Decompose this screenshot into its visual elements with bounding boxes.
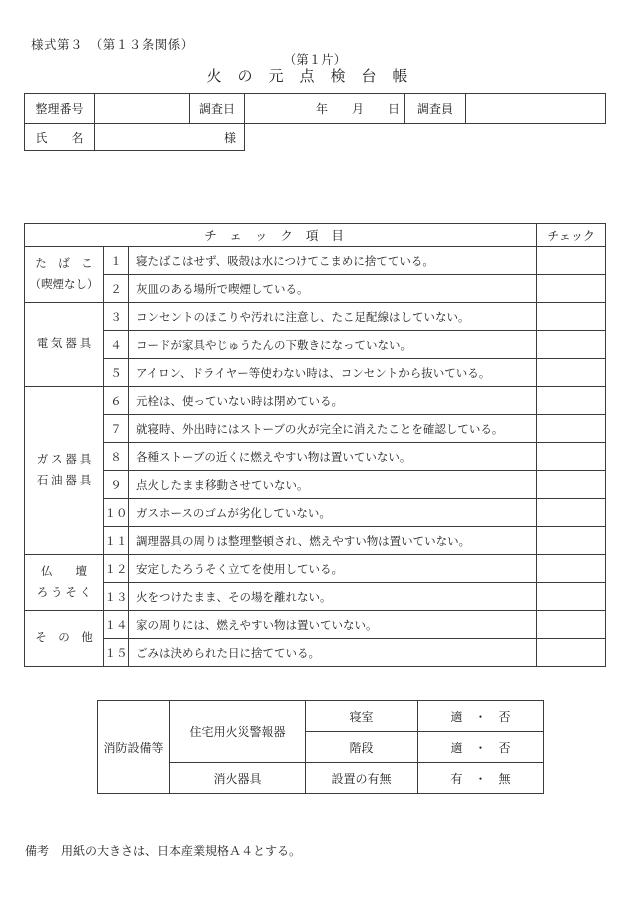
item-text: 寝たばこはせず、吸殻は水につけてこまめに捨てている。 [129,247,537,275]
checklist-row [25,303,606,331]
extinguisher-label: 消火器具 [170,763,306,794]
checklist-row [25,415,606,443]
page-title: 火の元点検台帳 [206,69,424,85]
checklist-row [25,275,606,303]
checklist-row [25,583,606,611]
category-label: （喫煙なし） [29,278,99,291]
stairs-options: 適 ・ 否 [418,732,544,763]
check-cell [537,471,606,499]
checklist-table [24,223,606,667]
check-cell [537,611,606,639]
item-text: アイロン、ドライヤー等使わない時は、コンセントから抜いている。 [129,359,537,387]
equipment-row [98,701,544,732]
category-label: 仏 壇 [41,565,87,578]
name-label: 氏 名 [25,124,95,151]
check-cell [537,415,606,443]
remark-text: 用紙の大きさは、日本産業規格Ａ４とする。 [61,844,302,858]
check-cell [537,639,606,667]
item-number: １２ [104,555,129,583]
category-label: 電 気 器 具 [36,338,92,350]
item-number: １ [104,247,129,275]
remark [25,842,301,859]
info-table [24,93,606,151]
item-text: 家の周りには、燃えやすい物は置いていない。 [129,611,537,639]
bedroom-options: 適 ・ 否 [418,701,544,732]
item-number: １０ [104,499,129,527]
info-row-2 [25,124,606,151]
check-cell [537,359,606,387]
equipment-group-label: 消防設備等 [98,701,170,794]
form-code: 様式第３ （第１３条関係） [31,38,194,52]
check-cell [537,331,606,359]
info-empty-area [245,124,606,151]
item-number: ５ [104,359,129,387]
category-gas-oil [25,387,104,555]
item-text: 就寝時、外出時にはストーブの火が完全に消えたことを確認している。 [129,415,537,443]
checklist-row [25,387,606,415]
checklist-row [25,639,606,667]
item-number: ６ [104,387,129,415]
item-number: １５ [104,639,129,667]
item-number: ７ [104,415,129,443]
check-items-header: チェック項目 [25,224,537,247]
item-text: 灰皿のある場所で喫煙している。 [129,275,537,303]
category-other [25,611,104,667]
sheet-label: （第１片） [283,53,347,67]
category-label: ガ ス 器 具 [36,453,92,466]
checklist-row [25,471,606,499]
checklist-row [25,499,606,527]
category-electric [25,303,104,387]
remark-label: 備考 [25,844,50,858]
name-field: 様 [95,124,245,151]
equipment-table [97,700,544,794]
stairs-label: 階段 [306,732,418,763]
item-number: ２ [104,275,129,303]
item-number: １４ [104,611,129,639]
item-number: ８ [104,443,129,471]
inspector-field [466,94,606,124]
info-row-1 [25,94,606,124]
survey-date-field: 年 月 日 [245,94,405,124]
install-options: 有 ・ 無 [418,763,544,794]
check-cell [537,583,606,611]
check-cell [537,247,606,275]
fire-alarm-label: 住宅用火災警報器 [170,701,306,763]
checklist-row [25,611,606,639]
checklist-row [25,527,606,555]
install-label: 設置の有無 [306,763,418,794]
item-text: 火をつけたまま、その場を離れない。 [129,583,537,611]
item-number: １３ [104,583,129,611]
checklist-row [25,331,606,359]
checklist-row [25,247,606,275]
inspector-label: 調査員 [405,94,466,124]
item-number: １１ [104,527,129,555]
item-number: ９ [104,471,129,499]
item-number: ４ [104,331,129,359]
bedroom-label: 寝室 [306,701,418,732]
item-text: ガスホースのゴムが劣化していない。 [129,499,537,527]
item-text: 点火したまま移動させていない。 [129,471,537,499]
check-column-header: チェック [537,224,606,247]
checklist-header-row [25,224,606,247]
check-cell [537,555,606,583]
item-text: 各種ストーブの近くに燃えやすい物は置いていない。 [129,443,537,471]
category-label: た ば こ [35,257,93,270]
ref-number-label: 整理番号 [25,94,95,124]
checklist-row [25,359,606,387]
check-cell [537,387,606,415]
category-altar-candle [25,555,104,611]
item-number: ３ [104,303,129,331]
item-text: 安定したろうそく立てを使用している。 [129,555,537,583]
check-cell [537,527,606,555]
checklist-row [25,443,606,471]
checklist-row [25,555,606,583]
item-text: ごみは決められた日に捨てている。 [129,639,537,667]
item-text: 調理器具の周りは整理整頓され、燃えやすい物は置いていない。 [129,527,537,555]
ref-number-field [95,94,190,124]
category-label: 石 油 器 具 [36,474,92,487]
item-text: 元栓は、使っていない時は閉めている。 [129,387,537,415]
survey-date-label: 調査日 [190,94,245,124]
category-label: ろ う そ く [36,586,92,599]
category-label: そ の 他 [35,632,93,644]
category-tobacco [25,247,104,303]
item-text: コンセントのほこりや汚れに注意し、たこ足配線はしていない。 [129,303,537,331]
check-cell [537,303,606,331]
item-text: コードが家具やじゅうたんの下敷きになっていない。 [129,331,537,359]
check-cell [537,275,606,303]
check-cell [537,499,606,527]
check-cell [537,443,606,471]
